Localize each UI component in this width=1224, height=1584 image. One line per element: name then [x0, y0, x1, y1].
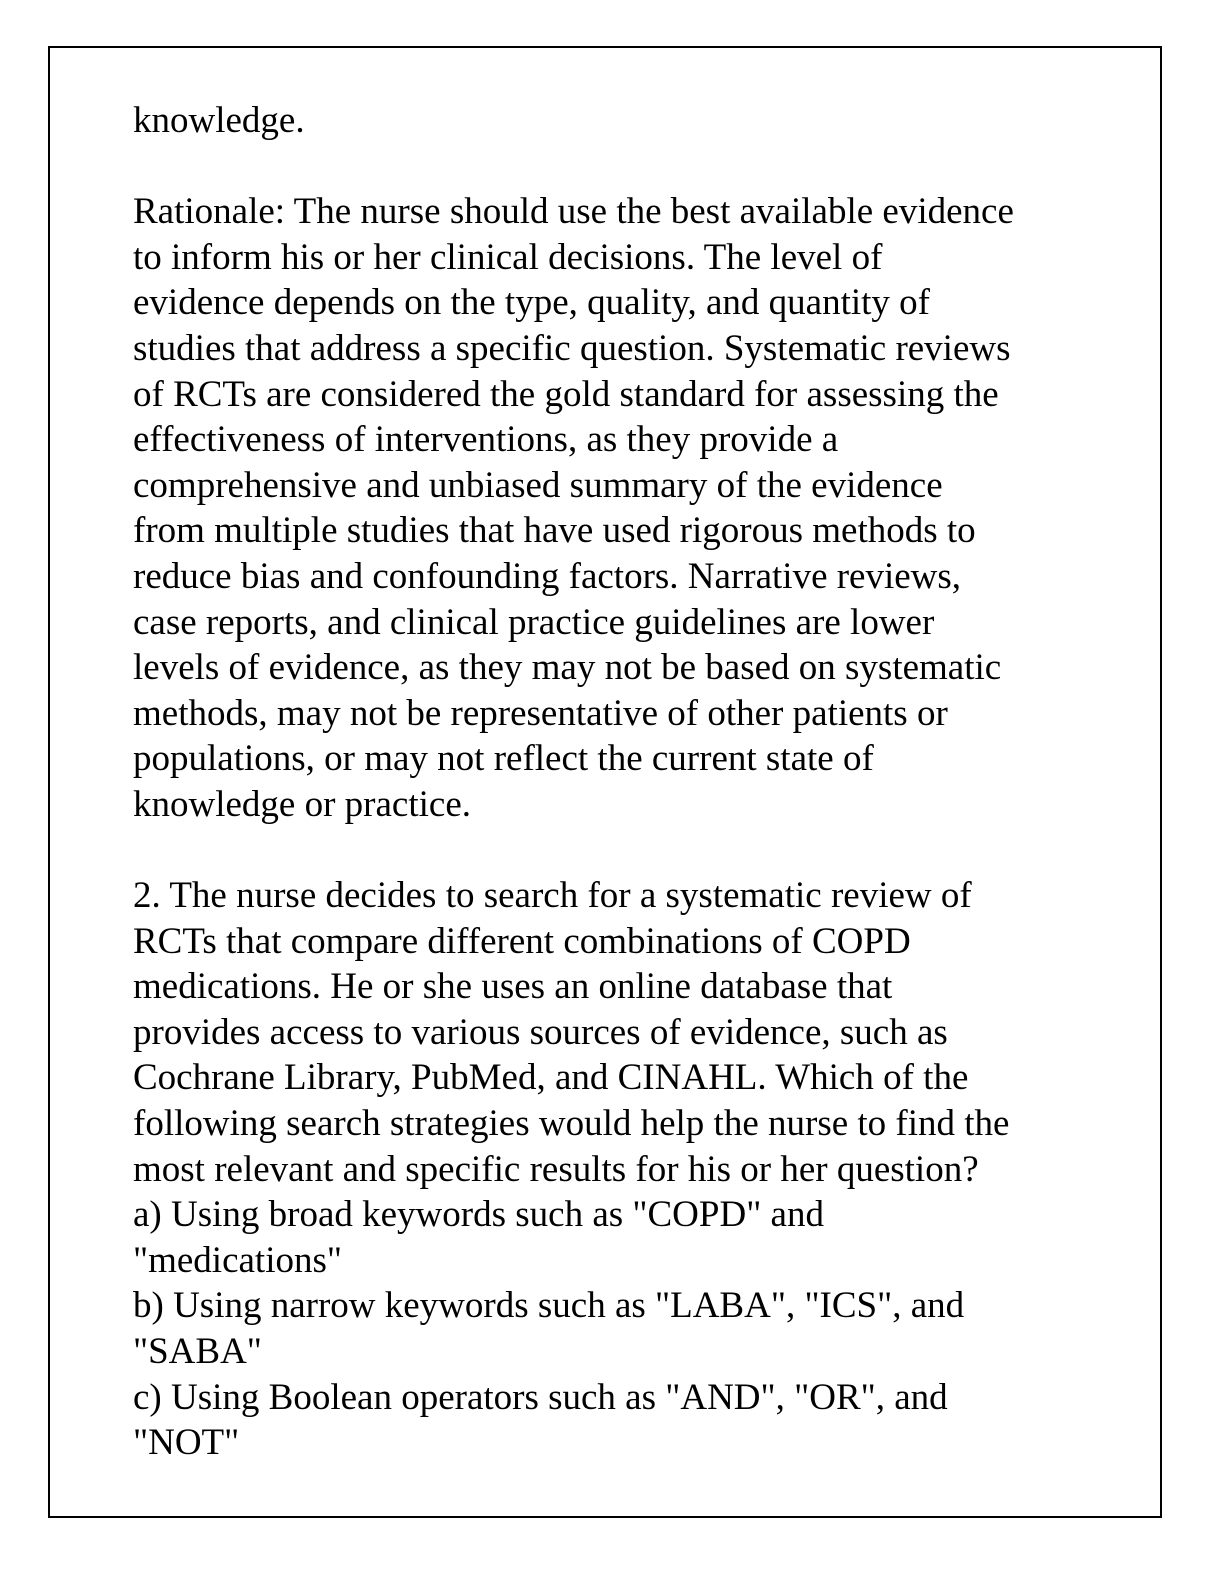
- rationale-line: comprehensive and unbiased summary of the evidence: [133, 464, 943, 506]
- rationale-line: Rationale: The nurse should use the best available evidence: [133, 191, 1014, 233]
- document-text: [133, 98, 1133, 1466]
- answer-options: [133, 1192, 1133, 1466]
- option-a-line: a) Using broad keywords such as "COPD" and: [133, 1194, 824, 1236]
- rationale-line: studies that address a specific question. Systematic reviews: [133, 327, 1011, 369]
- rationale-line: to inform his or her clinical decisions. The level of: [133, 236, 883, 278]
- rationale-line: from multiple studies that have used rigorous methods to: [133, 510, 976, 552]
- continuation-line: knowledge.: [133, 100, 305, 141]
- paragraph-gap: [133, 828, 1133, 874]
- option-b-line: "SABA": [133, 1331, 262, 1373]
- rationale-line: case reports, and clinical practice guidelines are lower: [133, 601, 935, 643]
- rationale-line: levels of evidence, as they may not be based on systematic: [133, 647, 1002, 689]
- question-line: 2. The nurse decides to search for a systematic review of: [133, 875, 972, 917]
- rationale-line: reduce bias and confounding factors. Narrative reviews,: [133, 555, 962, 597]
- option-c-line: c) Using Boolean operators such as "AND", "OR", and: [133, 1376, 948, 1418]
- question-line: most relevant and specific results for his or her question?: [133, 1148, 979, 1190]
- option-a-line: "medications": [133, 1239, 342, 1281]
- question-line: RCTs that compare different combinations of COPD: [133, 920, 911, 962]
- rationale-line: populations, or may not reflect the current state of: [133, 738, 874, 780]
- question-line: Cochrane Library, PubMed, and CINAHL. Which of the: [133, 1057, 969, 1099]
- rationale-line: of RCTs are considered the gold standard for assessing the: [133, 373, 999, 415]
- rationale-line: knowledge or practice.: [133, 783, 471, 825]
- paragraph-gap: [133, 144, 1133, 190]
- question-paragraph: [133, 873, 1133, 1192]
- rationale-line: effectiveness of interventions, as they provide a: [133, 419, 839, 461]
- option-c-line: "NOT": [133, 1422, 240, 1464]
- rationale-paragraph: [133, 189, 1133, 827]
- rationale-line: evidence depends on the type, quality, and quantity of: [133, 282, 930, 324]
- question-line: following search strategies would help the nurse to find the: [133, 1103, 1010, 1145]
- question-line: provides access to various sources of evidence, such as: [133, 1011, 948, 1053]
- rationale-line: methods, may not be representative of other patients or: [133, 692, 948, 734]
- question-line: medications. He or she uses an online database that: [133, 966, 893, 1008]
- option-b-line: b) Using narrow keywords such as "LABA", "ICS", and: [133, 1285, 965, 1327]
